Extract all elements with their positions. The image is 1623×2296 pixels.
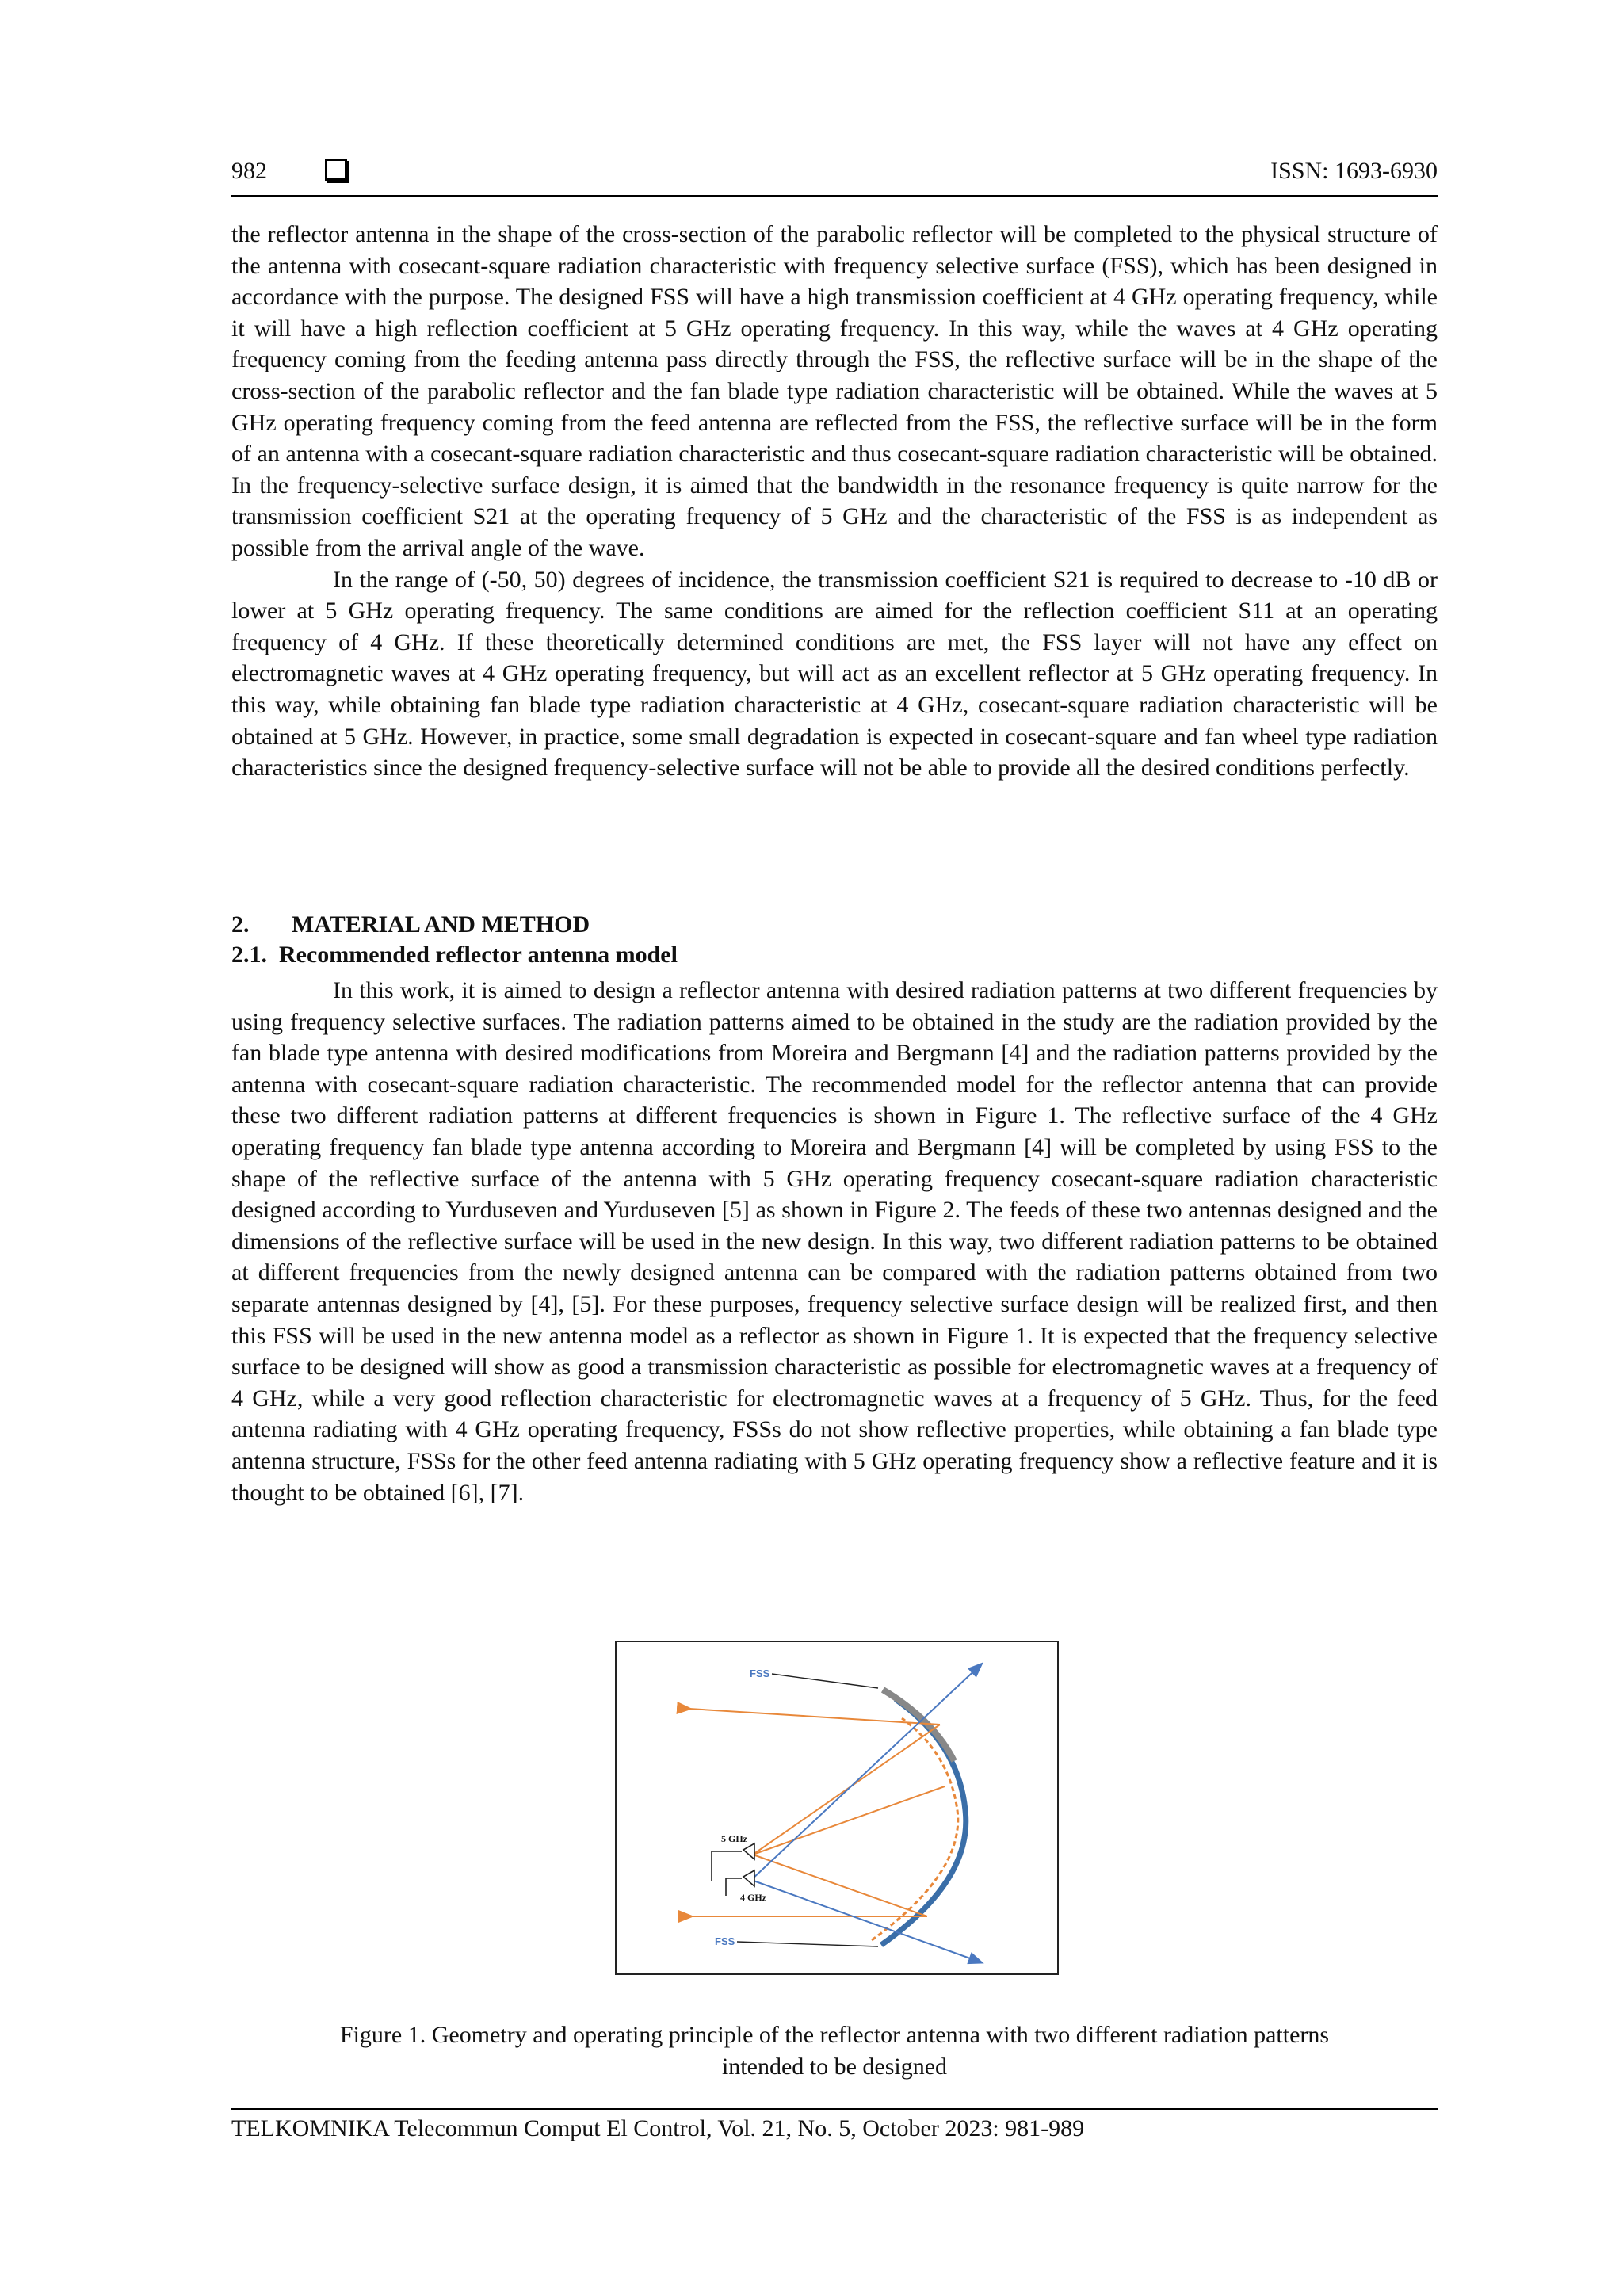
caption-line-2: intended to be designed (721, 2053, 948, 2080)
feed-support-5ghz (712, 1851, 742, 1881)
orange-ray-1-out (689, 1709, 940, 1725)
issn-label: ISSN: 1693-6930 (1270, 158, 1438, 184)
fss-label-top: FSS (750, 1668, 770, 1679)
section-2-1-heading (231, 940, 1438, 970)
figure-1-caption (231, 2019, 1438, 2083)
paragraph-3: In this work, it is aimed to design a reflector antenna with desired radiation patterns at two different frequencies by using frequency selective surfaces. The radiation patterns aimed to be obtained in the study are the radiation provided by the fan blade type antenna with desired modifications from Moreira and Bergmann [4] and the radiation patterns provided by the antenna with cosecant-square radiation characteristic. The recommended model for the reflector antenna that can provide these two different radiation patterns at different frequencies is shown in Figure 1. The reflective surface of the 4 GHz operating frequency fan blade type antenna according to Moreira and Bergmann [4] will be completed by using FSS to the shape of the reflective surface of the antenna with 5 GHz operating frequency cosecant-square radiation characteristic designed according to Yurduseven and Yurduseven [5] as shown in Figure 2. The feeds of these two antennas designed and the dimensions of the reflective surface will be used in the new design. In this way, two different radiation patterns to be obtained at different frequencies from the newly designed antenna can be compared with the radiation patterns obtained from two separate antennas designed by [4], [5]. For these purposes, frequency selective surface design will be realized first, and then this FSS will be used in the new antenna model as a reflector as shown in Figure 1. It is expected that the frequency selective surface to be designed will show as good a transmission characteristic as possible for electromagnetic waves at a frequency of 4 GHz, while a very good reflection characteristic for electromagnetic waves at a frequency of 5 GHz. Thus, for the feed antenna radiating with 4 GHz operating frequency, FSSs do not show reflective properties, while obtaining a fan blade type antenna structure, FSSs for the other feed antenna radiating with 5 GHz operating frequency show a reflective feature and it is thought to be obtained [6], [7]. (231, 977, 1438, 1506)
orange-ray-2 (753, 1855, 927, 1916)
reflector-diagram (617, 1642, 1057, 1973)
fss-label-bottom: FSS (715, 1935, 735, 1947)
blue-ray-2 (751, 1880, 981, 1962)
fss-leader-top (772, 1674, 878, 1688)
intro-paragraphs (231, 219, 1438, 784)
section-2-title: MATERIAL AND METHOD (292, 911, 590, 938)
section-headings (231, 910, 1438, 970)
page-header (231, 155, 1438, 197)
section-2-heading (231, 910, 1438, 940)
checkbox-square-icon (325, 159, 347, 181)
paragraph-1: the reflector antenna in the shape of the cross-section of the parabolic reflector will be completed to the physical structure of the antenna with cosecant-square radiation characteristic with frequency selective surface (FSS), which has been designed in accordance with the purpose. The designed FSS will have a high transmission coefficient at 4 GHz operating frequency, while it will have a high reflection coefficient at 5 GHz operating frequency. In this way, while the waves at 4 GHz operating frequency coming from the feeding antenna pass directly through the FSS, the reflective surface will be in the shape of the cross-section of the parabolic reflector and the fan blade type radiation characteristic will be obtained. While the waves at 5 GHz operating frequency coming from the feed antenna are reflected from the FSS, the reflective surface will be in the form of an antenna with a cosecant-square radiation characteristic and thus cosecant-square radiation characteristic will be obtained. In the frequency-selective surface design, it is aimed that the bandwidth in the resonance frequency is quite narrow for the transmission coefficient S21 at the operating frequency of 5 GHz and the characteristic of the FSS is as independent as possible from the arrival angle of the wave. (231, 221, 1438, 561)
paragraph-2: In the range of (-50, 50) degrees of incidence, the transmission coefficient S21 is required to decrease to -10 dB or lower at 5 GHz operating frequency. The same conditions are aimed for the reflection coefficient S11 at an operating frequency of 4 GHz. If these theoretically determined conditions are met, the FSS layer will not have any effect on electromagnetic waves at 4 GHz operating frequency, but will act as an excellent reflector at 5 GHz operating frequency. In this way, while obtaining fan blade type radiation characteristic at 4 GHz, cosecant-square radiation characteristic will be obtained at 5 GHz. However, in practice, some small degradation is expected in cosecant-square and fan wheel type radiation characteristics since the designed frequency-selective surface will not be able to provide all the desired conditions perfectly. (231, 566, 1438, 781)
orange-ray-3 (753, 1786, 945, 1855)
section-2-1-title: Recommended reflector antenna model (279, 942, 678, 968)
section-2-number: 2. (231, 911, 250, 938)
page-number: 982 (231, 158, 267, 184)
orange-ray-1 (753, 1725, 940, 1855)
caption-line-1: Figure 1. Geometry and operating principle of the reflector antenna with two different radiation patterns (339, 2022, 1330, 2048)
fss-leader-bottom (737, 1942, 878, 1946)
page-footer (231, 2108, 1438, 2145)
method-paragraph (231, 975, 1438, 1508)
feed-horn-5ghz (743, 1843, 754, 1859)
section-2-1-number: 2.1. (231, 942, 267, 968)
figure-1 (615, 1641, 1059, 1975)
journal-citation: TELKOMNIKA Telecommun Comput El Control, Vol. 21, No. 5, October 2023: 981-989 (231, 2115, 1085, 2141)
label-5ghz: 5 GHz (721, 1833, 747, 1844)
label-4ghz: 4 GHz (740, 1892, 766, 1903)
feed-support-4ghz (726, 1878, 742, 1896)
feed-horn-4ghz (743, 1870, 754, 1886)
